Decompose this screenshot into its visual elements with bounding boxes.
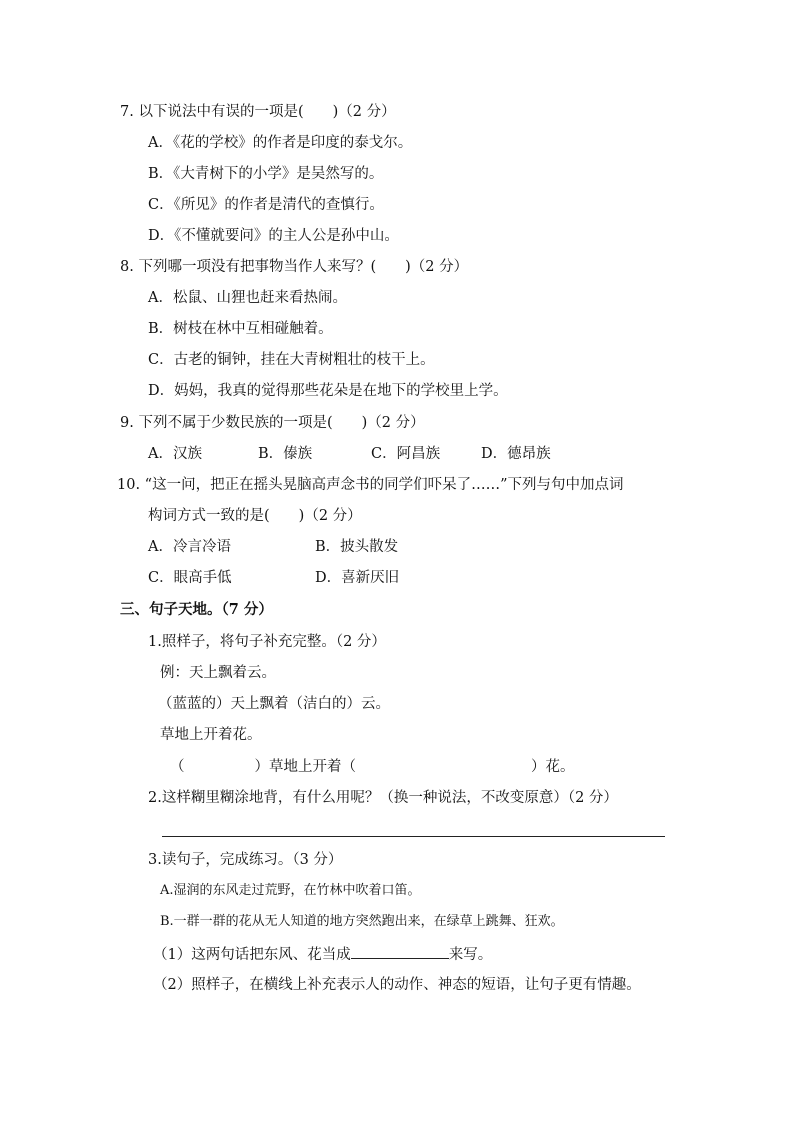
q10-options-row2 bbox=[148, 568, 399, 588]
s1-example-label: 例：天上飘着云。 bbox=[160, 665, 276, 681]
s2-stem: 2.这样糊里糊涂地背，有什么用呢？（换一种说法，不改变原意）（2 分） bbox=[148, 790, 618, 806]
s1-fill-end: ）花。 bbox=[531, 759, 575, 775]
q8-option-b: B．树枝在林中互相碰触着。 bbox=[148, 321, 333, 337]
q9-options bbox=[148, 444, 551, 464]
q10-stem-line2: 构词方式一致的是( )（2 分） bbox=[148, 508, 362, 524]
section3-title: 三、句子天地。（7 分） bbox=[120, 601, 273, 618]
q9-option-d: D．德昂族 bbox=[481, 446, 551, 462]
s1-example-answer: （蓝蓝的）天上飘着（洁白的）云。 bbox=[158, 696, 390, 712]
s2-answer-line[interactable] bbox=[162, 836, 665, 837]
s3-sentence-a: A.湿润的东风走过荒野，在竹林中吹着口笛。 bbox=[160, 883, 421, 898]
q10-option-b: B．披头散发 bbox=[315, 539, 399, 555]
q7-stem: 7. 以下说法中有误的一项是( )（2 分） bbox=[120, 104, 396, 120]
q9-option-c: C．阿昌族 bbox=[371, 446, 441, 462]
q7-option-a: A．《花的学校》的作者是印度的泰戈尔。 bbox=[148, 135, 413, 151]
q10-option-d: D．喜新厌旧 bbox=[315, 570, 400, 586]
q10-stem-line1: 10. “这一问，把正在摇头晃脑高声念书的同学们吓呆了……”下列与句中加点词 bbox=[117, 477, 624, 493]
s3-sub1 bbox=[153, 944, 492, 965]
q10-option-c: C．眼高手低 bbox=[148, 570, 232, 586]
q9-option-a: A．汉族 bbox=[148, 446, 202, 462]
q8-stem: 8. 下列哪一项没有把事物当作人来写？( )（2 分） bbox=[120, 259, 469, 275]
s3-sub2: （2）照样子，在横线上补充表示人的动作、神态的短语，让句子更有情趣。 bbox=[153, 977, 641, 993]
s1-fill-mid: ）草地上开着（ bbox=[254, 759, 356, 775]
q10-option-a: A．冷言冷语 bbox=[148, 539, 231, 555]
q7-option-c: C．《所见》的作者是清代的查慎行。 bbox=[148, 197, 384, 213]
s1-prompt: 草地上开着花。 bbox=[160, 727, 262, 743]
q7-option-b: B．《大青树下的小学》是吴然写的。 bbox=[148, 166, 384, 182]
q10-options-row1 bbox=[148, 537, 398, 557]
q7-option-d: D．《不懂就要问》的主人公是孙中山。 bbox=[148, 228, 399, 244]
q9-stem: 9. 下列不属于少数民族的一项是( )（2 分） bbox=[120, 415, 425, 431]
s3-sentence-b: B.一群一群的花从无人知道的地方突然跑出来，在绿草上跳舞、狂欢。 bbox=[160, 914, 564, 929]
s3-sub1-after: 来写。 bbox=[448, 947, 493, 963]
s3-sub1-before: （1）这两句话把东风、花当成 bbox=[153, 947, 351, 963]
s3-stem: 3.读句子，完成练习。（3 分） bbox=[148, 852, 343, 868]
s1-stem: 1.照样子，将句子补充完整。（2 分） bbox=[148, 634, 386, 650]
s1-fill-open: （ bbox=[170, 759, 185, 775]
q8-option-a: A．松鼠、山狸也赶来看热闹。 bbox=[148, 290, 347, 306]
q8-option-d: D．妈妈，我真的觉得那些花朵是在地下的学校里上学。 bbox=[148, 383, 508, 399]
q8-option-c: C．古老的铜钟，挂在大青树粗壮的枝干上。 bbox=[148, 352, 435, 368]
s1-fill-line bbox=[170, 757, 575, 777]
s3-sub1-blank[interactable] bbox=[351, 944, 449, 959]
q9-option-b: B．傣族 bbox=[258, 446, 313, 462]
